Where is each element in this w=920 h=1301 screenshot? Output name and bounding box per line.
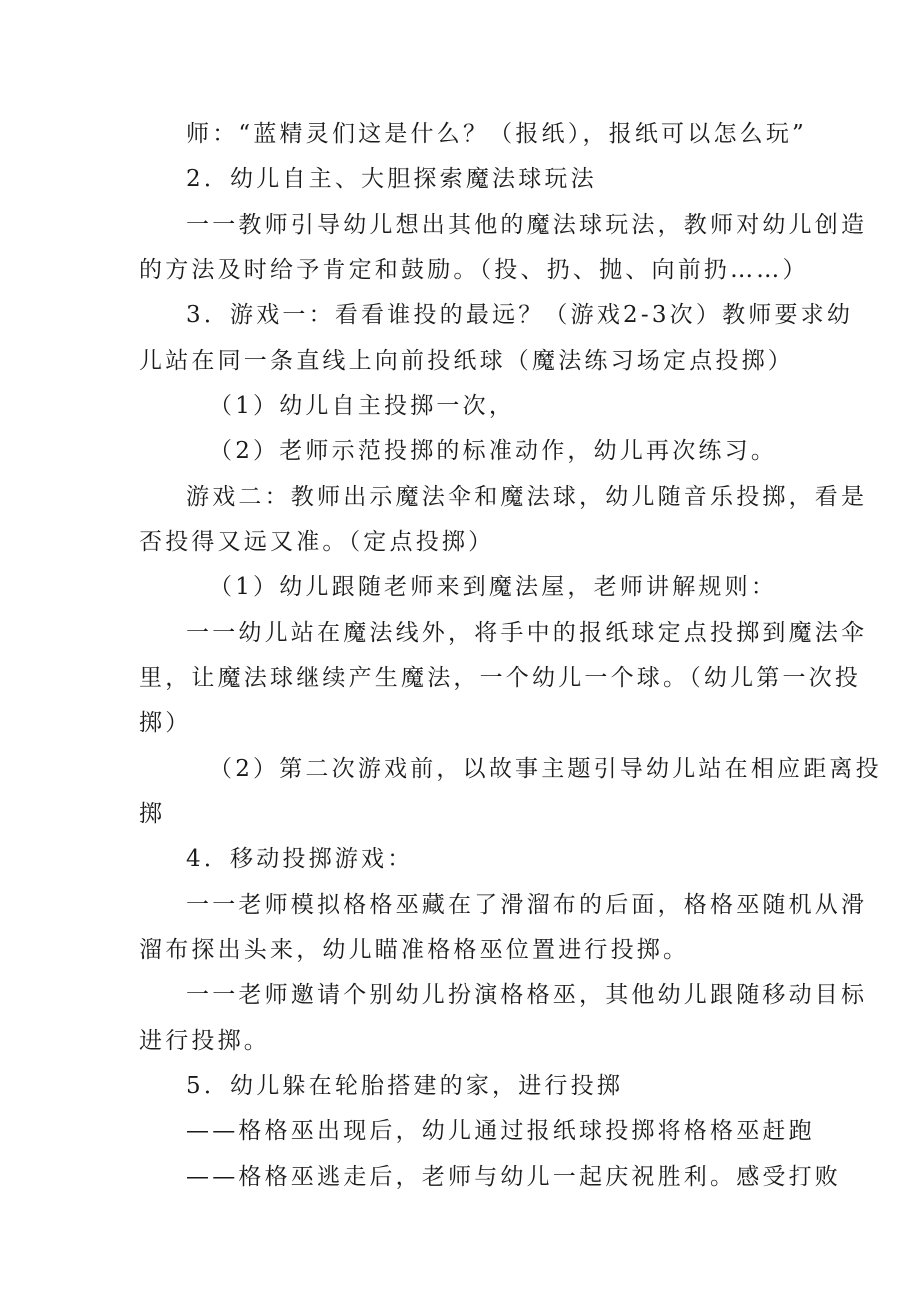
text-line-step-4-body-2: 溜布探出头来，幼儿瞄准格格巫位置进行投掷。 [139, 937, 690, 963]
text-line-step-3-heading: 3．游戏一：看看谁投的最远？（游戏2-3次）教师要求幼 [186, 302, 854, 328]
text-line-step-5-body-1: ——格格巫出现后，幼儿通过报纸球投掷将格格巫赶跑 [186, 1118, 815, 1144]
text-line-game2-item-1: （1）幼儿跟随老师来到魔法屋，老师讲解规则： [209, 574, 778, 600]
text-line-step-5-body-2: ——格格巫逃走后，老师与幼儿一起庆祝胜利。感受打败 [186, 1164, 841, 1190]
text-line-game2-item-1-body-2: 里，让魔法球继续产生魔法，一个幼儿一个球。（幼儿第一次投 [139, 665, 862, 691]
text-line-game1-item-2: （2）老师示范投掷的标准动作，幼儿再次练习。 [209, 438, 778, 464]
text-line-step-2-body-1: 一一教师引导幼儿想出其他的魔法球玩法，教师对幼儿创造 [186, 212, 868, 238]
text-line-teacher-question: 师：“蓝精灵们这是什么？（报纸），报纸可以怎么玩” [186, 121, 808, 147]
text-line-step-4-heading: 4．移动投掷游戏： [186, 846, 414, 872]
text-line-step-4-body-3: 一一老师邀请个别幼儿扮演格格巫，其他幼儿跟随移动目标 [186, 982, 868, 1008]
text-line-game1-item-1: （1）幼儿自主投掷一次， [209, 393, 516, 419]
text-line-game2-heading: 游戏二：教师出示魔法伞和魔法球，幼儿随音乐投掷，看是 [186, 484, 868, 510]
text-line-step-5-heading: 5．幼儿躲在轮胎搭建的家，进行投掷 [186, 1073, 624, 1099]
text-line-step-2-body-2: 的方法及时给予肯定和鼓励。（投、扔、抛、向前扔……） [139, 257, 809, 283]
text-line-step-2-heading: 2．幼儿自主、大胆探索魔法球玩法 [186, 166, 597, 192]
text-line-step-3-body: 儿站在同一条直线上向前投纸球（魔法练习场定点投掷） [139, 348, 794, 374]
text-line-game2-item-2-cont: 掷 [139, 801, 166, 827]
text-line-game2-item-1-body-3: 掷） [139, 710, 192, 736]
text-line-game2-item-1-body-1: 一一幼儿站在魔法线外，将手中的报纸球定点投掷到魔法伞 [186, 620, 868, 646]
text-line-step-4-body-4: 进行投掷。 [139, 1028, 270, 1054]
text-line-step-4-body-1: 一一老师模拟格格巫藏在了滑溜布的后面，格格巫随机从滑 [186, 892, 868, 918]
text-line-game2-item-2: （2）第二次游戏前，以故事主题引导幼儿站在相应距离投 [209, 756, 882, 782]
text-line-game2-body: 否投得又远又准。（定点投掷） [139, 529, 495, 555]
